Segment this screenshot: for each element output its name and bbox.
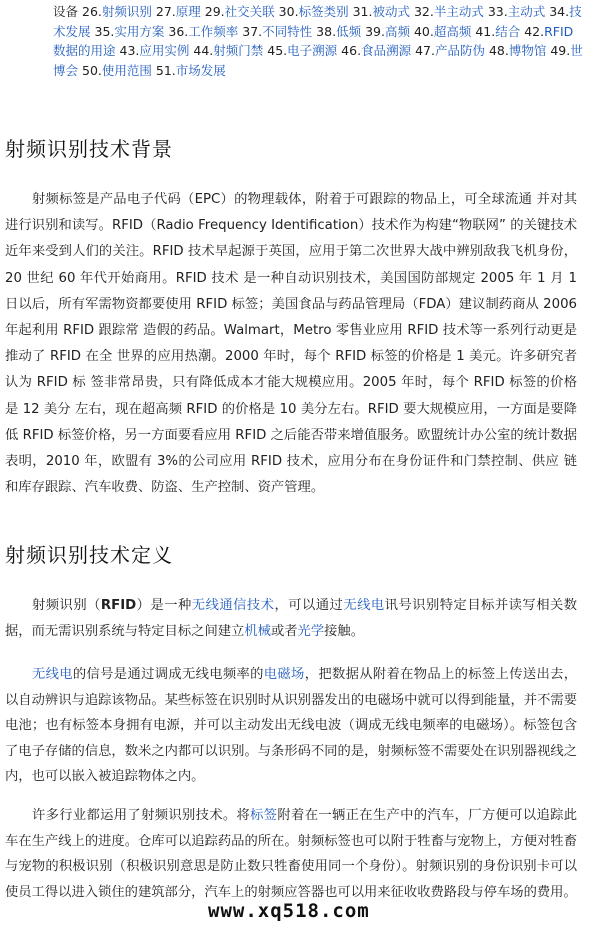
- toc-link[interactable]: 低频: [336, 23, 362, 39]
- toc-number: 44.: [193, 43, 214, 58]
- text-run: 讯号识别特定目标并读写相关数据，而无需识别系统与特定目标之间建立: [5, 598, 578, 640]
- toc-link[interactable]: 使用范围: [101, 62, 152, 78]
- toc-number: 43.: [119, 43, 140, 58]
- toc-link[interactable]: 被动式: [372, 4, 410, 19]
- toc-tail: 设备: [53, 4, 79, 19]
- toc-link[interactable]: 食品溯源: [361, 43, 412, 58]
- toc-link[interactable]: 工作频率: [188, 23, 239, 39]
- text-run: 许多行业都运用了射频识别技术。将: [32, 808, 251, 823]
- toc-link[interactable]: 射频识别: [101, 4, 152, 19]
- toc-link[interactable]: 博物馆: [508, 43, 547, 58]
- toc-number: 27.: [155, 4, 176, 19]
- toc-number: 41.: [475, 23, 496, 39]
- text-run: 附着在一辆正在生产中的汽车，厂方便可以追踪此车在生产线上的进度。仓库可以追踪药品的所在。射频标签也可以附于牲畜与宠物上，方便对牲畜与宠物的积极识别（积极识别意思是防止数只牲畜使用同一个身份）。射频识别的身份识别卡可以使员工得以进入锁住的建筑部分，汽车上的射频应答器也可以用来征收收费路段与停车场的费用。: [5, 808, 578, 900]
- link-mechanical[interactable]: 机械: [244, 624, 271, 640]
- toc-number: 38.: [316, 23, 337, 39]
- toc-link[interactable]: 标签类别: [298, 4, 349, 19]
- toc-number: 26.: [82, 4, 102, 19]
- toc-link[interactable]: 应用实例: [139, 43, 190, 58]
- toc-link[interactable]: 超高频: [433, 23, 472, 39]
- toc-link[interactable]: 市场发展: [175, 62, 226, 78]
- toc-link[interactable]: 高频: [384, 23, 410, 39]
- table-of-contents: [53, 2, 583, 80]
- link-radio[interactable]: 无线电: [343, 598, 385, 613]
- toc-number: 46.: [341, 43, 362, 58]
- toc-link[interactable]: 射频门禁: [213, 43, 264, 58]
- link-radio[interactable]: 无线电: [32, 667, 73, 682]
- toc-number: 37.: [242, 23, 263, 39]
- toc-number: 47.: [415, 43, 435, 58]
- definition-paragraph-1: [5, 593, 577, 645]
- section-title-background: 射频识别技术背景: [5, 137, 173, 161]
- toc-number: 29.: [204, 4, 225, 19]
- toc-link[interactable]: 社交关联: [224, 4, 275, 19]
- text-run: 或者: [270, 624, 298, 640]
- text-run: ，把数据从附着在物品上的标签上传送出去，以自动辨识与追踪该物品。某些标签在识别时从识别器发出的电磁场中就可以得到能量，并不需要电池；也有标签本身拥有电源，并可以主动发出无线电波（调成无线电频率的电磁场）。标签包含了电子存储的信息，数米之内都可以识别。与条形码不同的是，射频标签不需要处在识别器视线之内，也可以嵌入被追踪物体之内。: [5, 667, 578, 784]
- definition-paragraph-3: [5, 803, 577, 905]
- toc-number: 32.: [413, 4, 434, 19]
- background-paragraph: 射频标签是产品电子代码（EPC）的物理载体，附着于可跟踪的物品上，可全球流通 并对其进行识别和读写。RFID（Radio Frequency Identification）技术作为构建“物联网” 的关键技术近年来受到人们的关注。RFID 技术早起源于英国，应用于第二次世界大战中辨别敌我飞机身份，20 世纪 60 年代开始商用。RFID 技术 是一种自动识别技术，美国国防部规定 2005 年 1 月 1 日以后，所有军需物资都要使用 RFID 标签；美国食品与药品管理局（FDA）建议制药商从 2006 年起利用 RFID 跟踪常 造假的药品。Walmart，Metro 零售业应用 RFID 技术等一系列行动更是推动了 RFID 在全 世界的应用热潮。2000 年时，每个 RFID 标签的价格是 1 美元。许多研究者认为 RFID 标 签非常昂贵，只有降低成本才能大规模应用。2005 年时，每个 RFID 标签的价格是 12 美分 左右，现在超高频 RFID 的价格是 10 美分左右。RFID 要大规模应用，一方面是要降低 RFID 标签价格，另一方面要看应用 RFID 之后能否带来增值服务。欧盟统计办公室的统计数据表明，2010 年，欧盟有 3%的公司应用 RFID 技术，应用分布在身份证件和门禁控制、供应 链和库存跟踪、汽车收费、防盗、生产控制、资产管理。: [5, 192, 577, 496]
- toc-number: 34.: [549, 4, 570, 19]
- toc-link[interactable]: 主动式: [507, 4, 546, 19]
- toc-link[interactable]: 技术发展: [53, 4, 582, 39]
- text-run: 的信号是通过调成无线电频率的: [72, 667, 264, 682]
- toc-number: 51.: [155, 62, 176, 78]
- toc-number: 40.: [413, 23, 434, 39]
- toc-number: 42.: [524, 23, 545, 39]
- toc-link[interactable]: 实用方案: [114, 23, 165, 39]
- toc-number: 45.: [267, 43, 288, 58]
- link-tag[interactable]: 标签: [250, 808, 278, 823]
- toc-link[interactable]: RFID 数据的用途: [53, 23, 574, 58]
- toc-number: 49.: [550, 43, 571, 58]
- toc-link[interactable]: 产品防伪: [434, 43, 485, 58]
- text-run: ）是一种: [136, 598, 192, 613]
- text-run: 射频识别（: [32, 598, 101, 613]
- toc-link[interactable]: 世博会: [53, 43, 583, 78]
- toc-link[interactable]: 结合: [495, 23, 521, 39]
- toc-number: 50.: [82, 62, 102, 78]
- section-title-definition: 射频识别技术定义: [5, 543, 173, 567]
- toc-number: 36.: [168, 23, 189, 39]
- link-electromagnetic-field[interactable]: 电磁场: [263, 667, 305, 682]
- toc-number: 33.: [487, 4, 508, 19]
- toc-link[interactable]: 原理: [175, 4, 201, 19]
- text-run: ，可以通过: [274, 598, 344, 613]
- site-watermark: www.xq518.com: [208, 900, 370, 922]
- rfid-bold: RFID: [100, 598, 137, 613]
- toc-number: 30.: [278, 4, 299, 19]
- toc-number: 39.: [365, 23, 385, 39]
- toc-link[interactable]: 电子溯源: [287, 43, 338, 58]
- toc-number: 31.: [352, 4, 373, 19]
- definition-paragraph-2: [5, 662, 577, 790]
- toc-number: 35.: [94, 23, 115, 39]
- text-run: 接触。: [324, 624, 365, 640]
- toc-link[interactable]: 不同特性: [262, 23, 313, 39]
- toc-number: 48.: [488, 43, 509, 58]
- toc-link[interactable]: 半主动式: [433, 4, 484, 19]
- link-optical[interactable]: 光学: [297, 624, 325, 640]
- link-wireless-communication[interactable]: 无线通信技术: [191, 598, 275, 613]
